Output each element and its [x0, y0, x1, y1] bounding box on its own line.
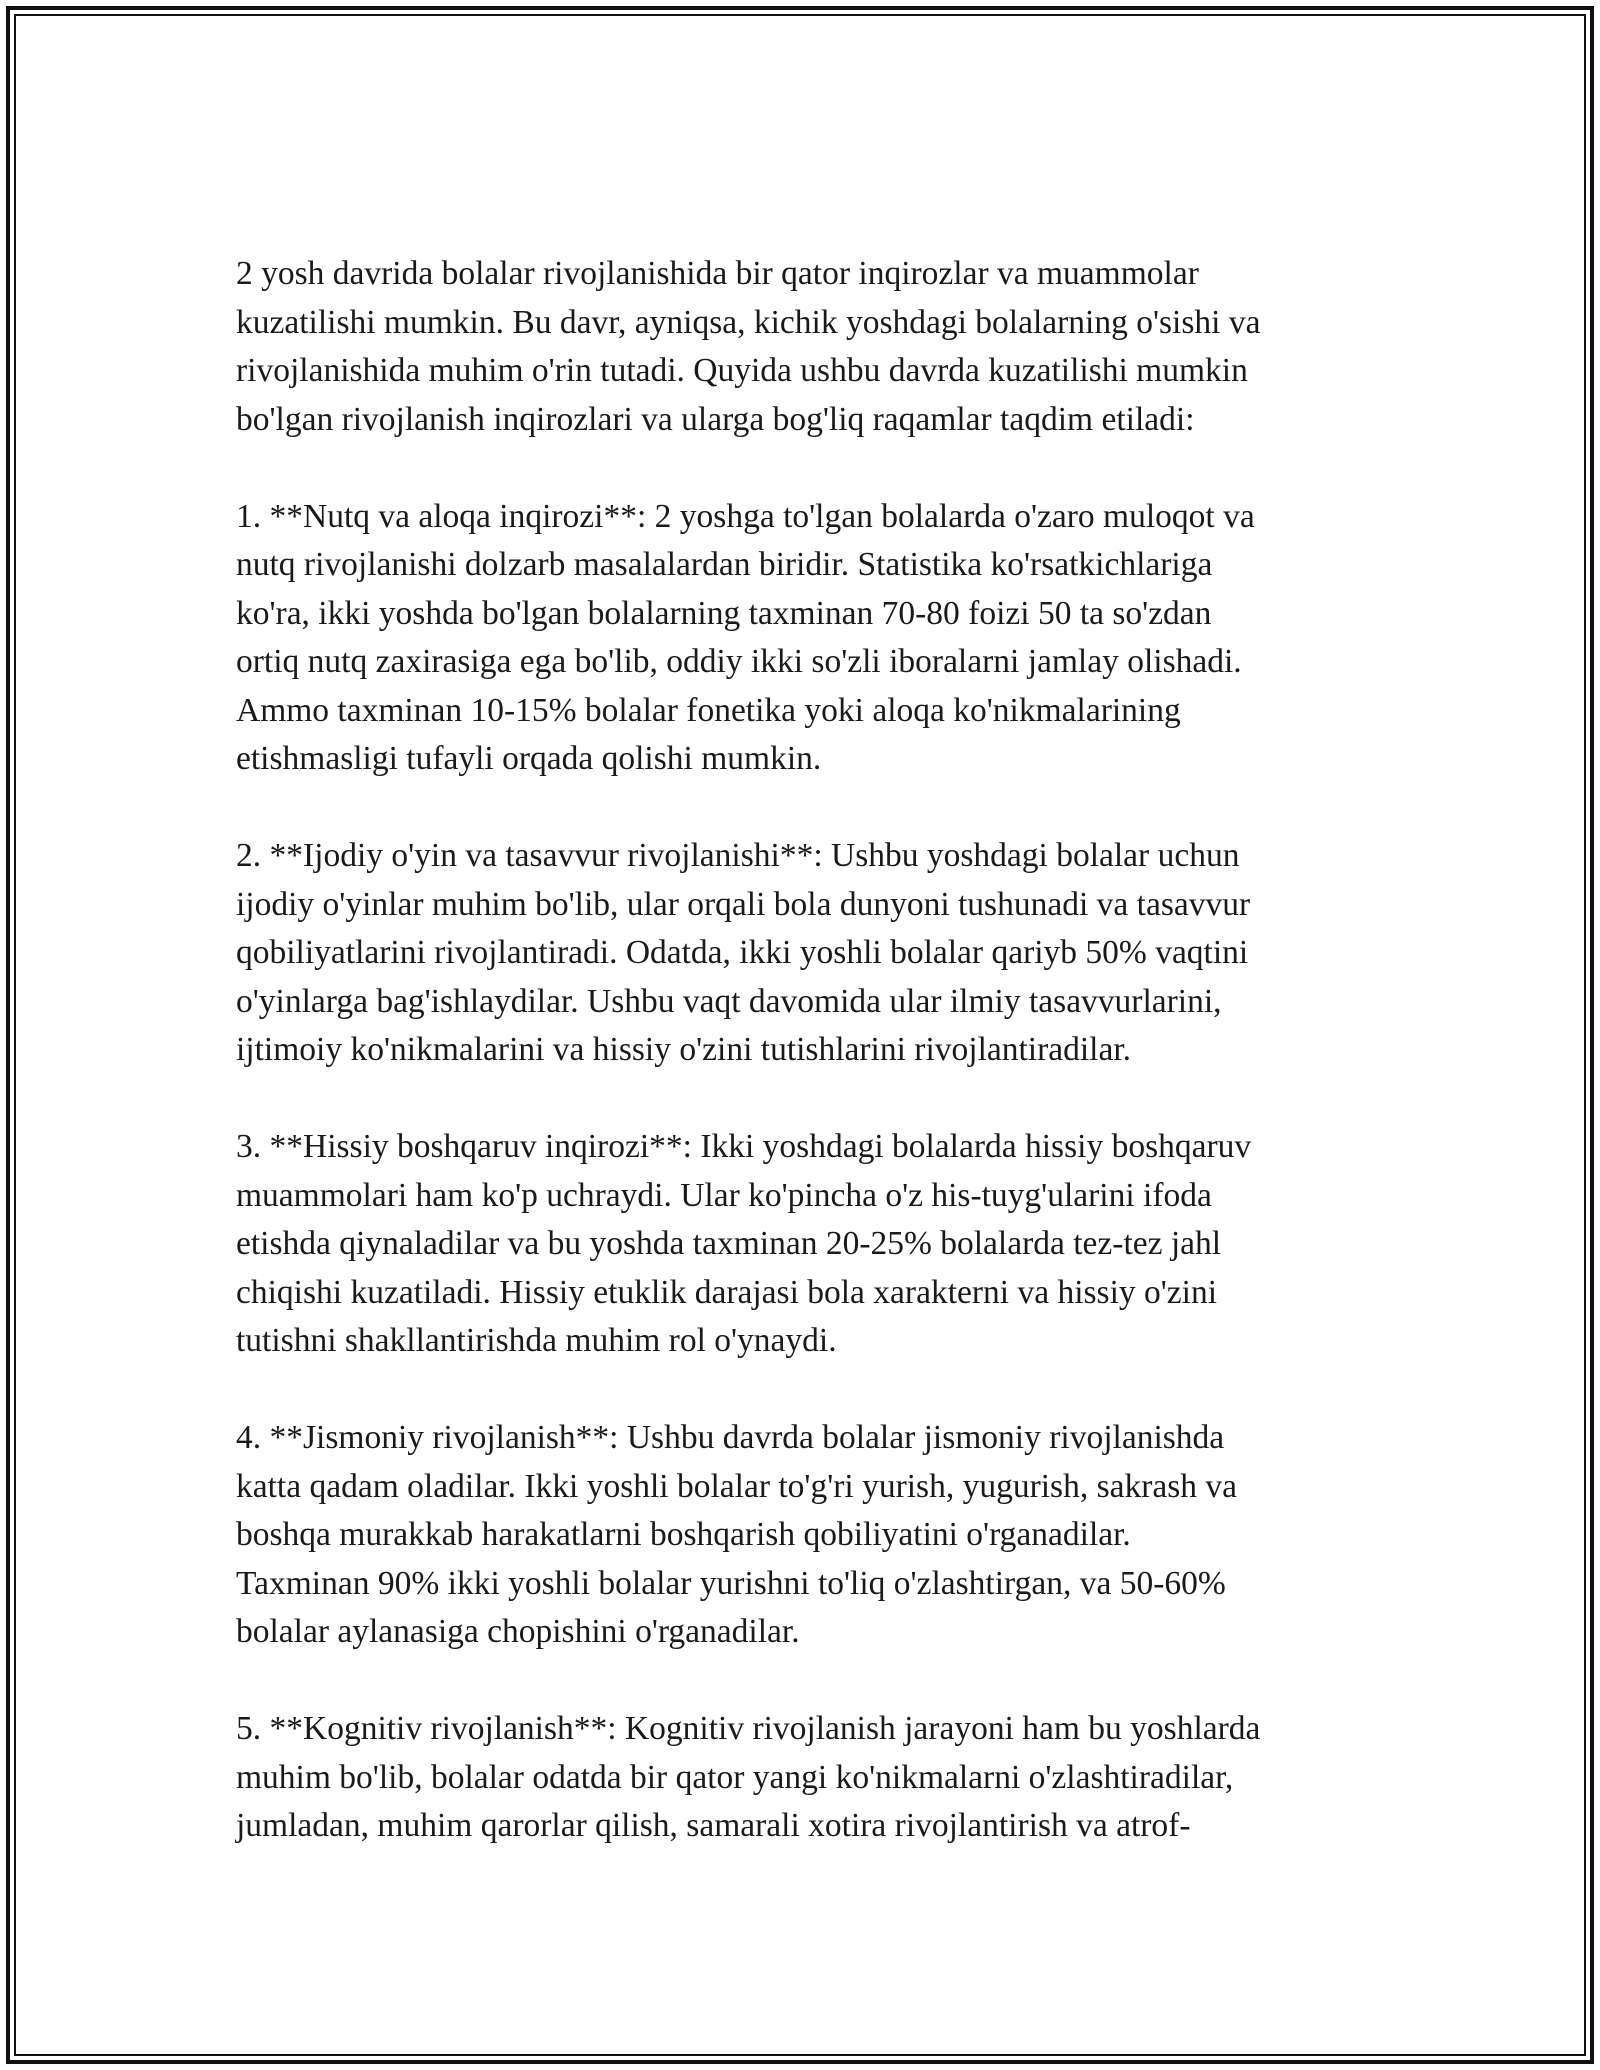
intro-paragraph: 2 yosh davrida bolalar rivojlanishida bir qator inqirozlar va muammolar kuzatilishi mumkin. Bu davr, ayniqsa, kichik yoshdagi bolalarning o'sishi va rivojlanishida muhim o'rin tutadi. Quyida ushbu davrda kuzatilishi mumkin bo'lgan rivojlanish inqirozlari va ularga bog'liq raqamlar taqdim etiladi:: [236, 255, 1261, 438]
paragraph-creative-play: 2. **Ijodiy o'yin va tasavvur rivojlanishi**: Ushbu yoshdagi bolalar uchun ijodiy o'yinlar muhim bo'lib, ular orqali bola dunyoni tushunadi va tasavvur qobiliyatlarini rivojlantiradi. Odatda, ikki yoshli bolalar qariyb 50% vaqtini o'yinlarga bag'ishlaydilar. Ushbu vaqt davomida ular ilmiy tasavvurlarini, ijtimoiy ko'nikmalarini va hissiy o'zini tutishlarini rivojlantiradilar.: [236, 837, 1251, 1068]
paragraph-speech-crisis: 1. **Nutq va aloqa inqirozi**: 2 yoshga to'lgan bolalarda o'zaro muloqot va nutq rivojlanishi dolzarb masalalardan biridir. Statistika ko'rsatkichlariga ko'ra, ikki yoshda bo'lgan bolalarning taxminan 70-80 foizi 50 ta so'zdan ortiq nutq zaxirasiga ega bo'lib, oddiy ikki so'zli iboralarni jamlay olishadi. Ammo taxminan 10-15% bolalar fonetika yoki aloqa ko'nikmalarining etishmasligi tufayli orqada qolishi mumkin.: [236, 497, 1255, 777]
document-body: [236, 250, 1366, 1851]
paragraph-physical-development: 4. **Jismoniy rivojlanish**: Ushbu davrda bolalar jismoniy rivojlanishda katta qadam oladilar. Ikki yoshli bolalar to'g'ri yurish, yugurish, sakrash va boshqa murakkab harakatlarni boshqarish qobiliyatini o'rganadilar. Taxminan 90% ikki yoshli bolalar yurishni to'liq o'zlashtirgan, va 50-60% bolalar aylanasiga chopishini o'rganadilar.: [236, 1419, 1238, 1650]
paragraph-cognitive-development: 5. **Kognitiv rivojlanish**: Kognitiv rivojlanish jarayoni ham bu yoshlarda muhim bo'lib, bolalar odatda bir qator yangi ko'nikmalarni o'zlashtiradilar, jumladan, muhim qarorlar qilish, samarali xotira rivojlantirish va atrof-: [236, 1710, 1261, 1844]
paragraph-emotional-regulation: 3. **Hissiy boshqaruv inqirozi**: Ikki yoshdagi bolalarda hissiy boshqaruv muammolari ham ko'p uchraydi. Ular ko'pincha o'z his-tuyg'ularini ifoda etishda qiynaladilar va bu yoshda taxminan 20-25% bolalarda tez-tez jahl chiqishi kuzatiladi. Hissiy etuklik darajasi bola xarakterni va hissiy o'zini tutishni shakllantirishda muhim rol o'ynaydi.: [236, 1128, 1252, 1359]
